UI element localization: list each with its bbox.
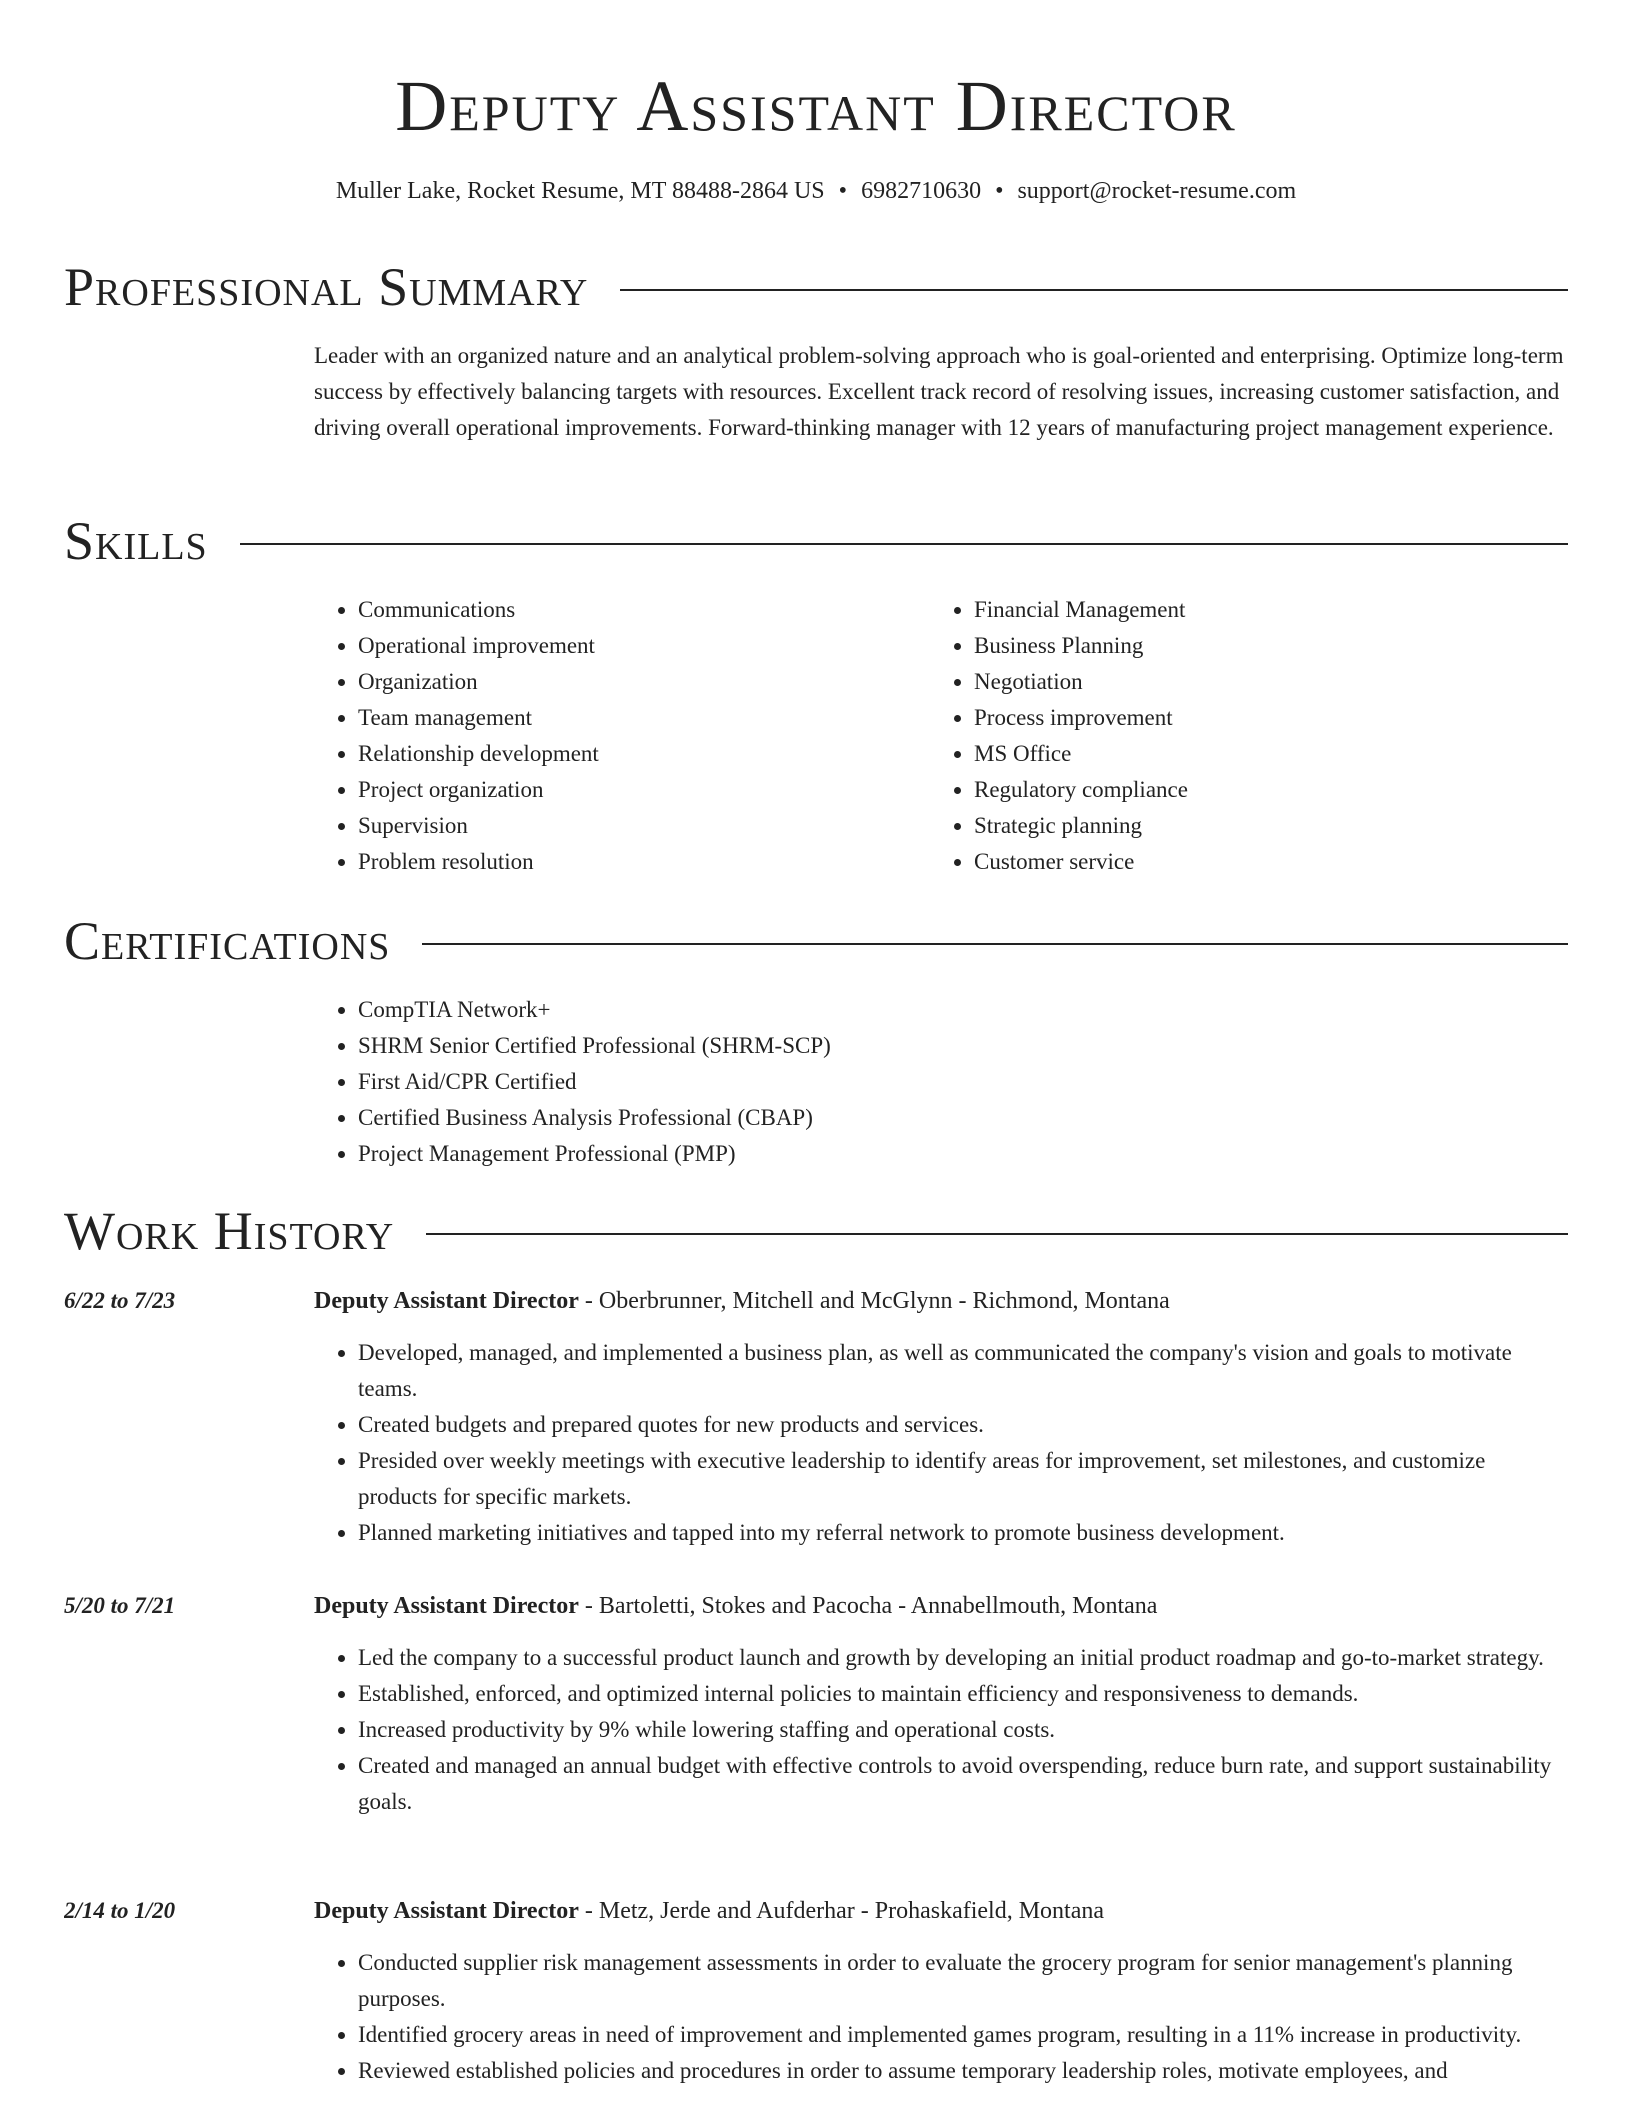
job-employer: - Metz, Jerde and Aufderhar - Prohaskafield, Montana [578,1898,1105,1924]
certifications-section-header [64,910,1568,972]
job-bullet: • Established, enforced, and optimized internal policies to maintain efficiency and responsiveness to demands. [358,1676,1568,1712]
job-bullet: • Led the company to a successful product launch and growth by developing an initial product roadmap and go-to-market strategy. [358,1640,1568,1676]
certification-item: • SHRM Senior Certified Professional (SHRM-SCP) [358,1028,1568,1064]
summary-heading: Professional Summary [64,257,589,317]
skill-item: • Problem resolution [358,844,918,880]
job-bullets [314,1640,1568,1820]
job-title-line [314,1893,1568,1929]
job-role: Deputy Assistant Director [314,1288,579,1314]
skill-item: • Customer service [974,844,1534,880]
job-bullet: • Conducted supplier risk management assessments in order to evaluate the grocery program for senior management's planning purposes. [358,1945,1568,2017]
job-bullets [314,1945,1568,2089]
job-entry [64,1588,1568,1868]
section-divider [426,1233,1568,1235]
contact-separator: • [838,178,848,204]
job-dates: 6/22 to 7/23 [64,1288,176,1313]
contact-email: support@rocket-resume.com [1017,178,1297,204]
summary-section-header [64,256,1568,318]
certification-item: • First Aid/CPR Certified [358,1064,1568,1100]
skills-list-left [314,592,918,880]
certifications-heading: Certifications [64,911,391,971]
skill-item: • Supervision [358,808,918,844]
contact-separator: • [995,178,1004,204]
skills-list-right [930,592,1534,880]
skill-item: • Strategic planning [974,808,1534,844]
work-history-section-header [64,1200,1568,1262]
skill-item: • MS Office [974,736,1534,772]
job-bullet: • Presided over weekly meetings with executive leadership to identify areas for improvement, set milestones, and customize products for specific markets. [358,1443,1568,1515]
skill-item: • Team management [358,700,918,736]
job-entry [64,1283,1568,1563]
job-dates: 2/14 to 1/20 [64,1898,176,1923]
certification-item: • Certified Business Analysis Professional (CBAP) [358,1100,1568,1136]
job-bullet: • Created and managed an annual budget with effective controls to avoid overspending, reduce burn rate, and support sustainability goals. [358,1748,1568,1820]
resume-name: Deputy Assistant Director [395,66,1237,146]
job-bullet: • Increased productivity by 9% while lowering staffing and operational costs. [358,1712,1568,1748]
skill-item: • Relationship development [358,736,918,772]
skill-item: • Communications [358,592,918,628]
job-bullet: • Created budgets and prepared quotes for new products and services. [358,1407,1568,1443]
job-entry [64,1893,1568,2112]
job-bullet: • Planned marketing initiatives and tapped into my referral network to promote business development. [358,1515,1568,1551]
contact-address: Muller Lake, Rocket Resume, MT 88488-2864 US [335,178,825,204]
skill-item: • Operational improvement [358,628,918,664]
skill-item: • Organization [358,664,918,700]
contact-line [0,174,1632,208]
job-title-line [314,1588,1568,1624]
skill-item: • Regulatory compliance [974,772,1534,808]
skill-item: • Negotiation [974,664,1534,700]
job-employer: - Oberbrunner, Mitchell and McGlynn - Richmond, Montana [578,1288,1170,1314]
skills-heading: Skills [64,511,208,571]
skill-item: • Process improvement [974,700,1534,736]
job-title-line [314,1283,1568,1319]
certification-item: • Project Management Professional (PMP) [358,1136,1568,1172]
section-divider [620,289,1568,291]
skill-item: • Financial Management [974,592,1534,628]
section-divider [240,543,1568,545]
job-role: Deputy Assistant Director [314,1593,579,1619]
section-divider [422,943,1568,945]
job-bullet: • Identified grocery areas in need of improvement and implemented games program, resulting in a 11% increase in productivity. [358,2017,1568,2053]
work-history-heading: Work History [64,1201,395,1261]
job-role: Deputy Assistant Director [314,1898,579,1924]
job-bullets [314,1335,1568,1551]
skills-section-header [64,510,1568,572]
job-dates: 5/20 to 7/21 [64,1593,176,1618]
job-bullet: • Reviewed established policies and procedures in order to assume temporary leadership roles, motivate employees, and [358,2053,1568,2089]
summary-text: Leader with an organized nature and an analytical problem-solving approach who is goal-oriented and enterprising. Optimize long-term success by effectively balancing targets with resources. Excellent track record of resolving issues, increasing customer satisfaction, and driving overall operational improvements. Forward-thinking manager with 12 years of manufacturing project management experience. [314,343,1564,440]
certifications-list [314,992,1568,1172]
job-employer: - Bartoletti, Stokes and Pacocha - Annabellmouth, Montana [578,1593,1158,1619]
skill-item: • Project organization [358,772,918,808]
job-bullet: • Developed, managed, and implemented a business plan, as well as communicated the company's vision and goals to motivate teams. [358,1335,1568,1407]
contact-phone: 6982710630 [861,178,982,204]
certification-item: • CompTIA Network+ [358,992,1568,1028]
skill-item: • Business Planning [974,628,1534,664]
